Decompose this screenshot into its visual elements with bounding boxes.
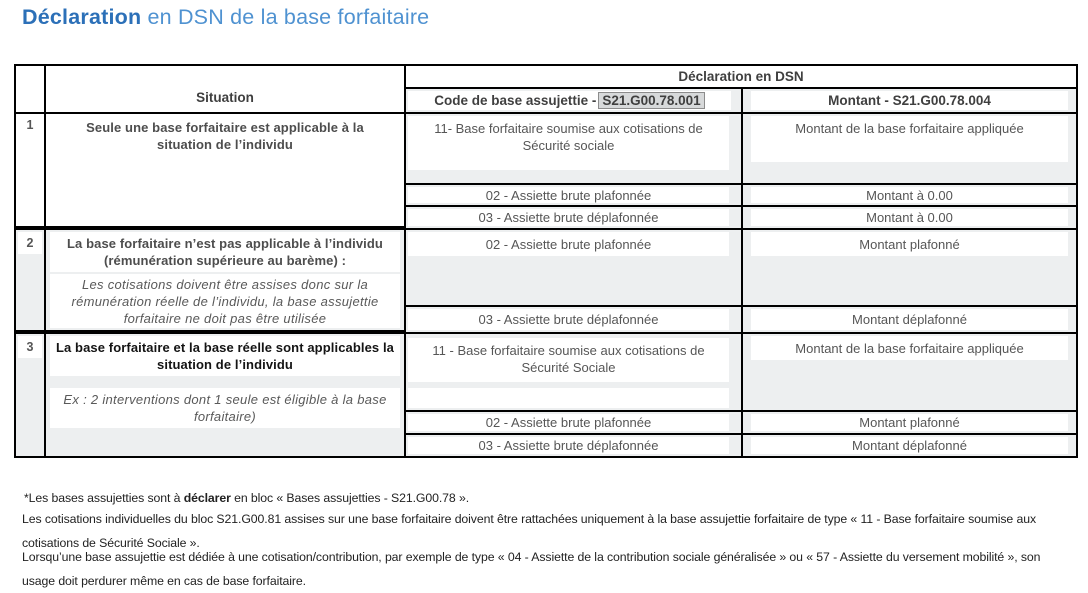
row2-situation-cell	[46, 230, 404, 330]
row2-code-03-box	[408, 309, 729, 330]
row1-situation-cell	[46, 114, 404, 226]
footnote-1-bold: déclarer	[183, 491, 231, 505]
row1-montant-03-box	[751, 209, 1068, 226]
row1-code-02-cell	[406, 185, 741, 205]
montant-item: Montant déplafonné	[852, 438, 967, 453]
code-item: 02 - Assiette brute plafonnée	[485, 236, 652, 252]
situation-text: La base forfaitaire et la base réelle sont applicables la situation de l’individu	[55, 340, 395, 372]
row3-code-main-box	[408, 338, 729, 382]
row3-code-02-box	[408, 414, 729, 431]
row-number: 3	[26, 340, 34, 354]
row2-number-cell	[16, 230, 44, 330]
page-title-lead: Déclaration	[22, 5, 142, 29]
row1-montant-02-box	[751, 187, 1068, 203]
row-number: 2	[26, 236, 34, 250]
code-item: 03 - Assiette brute déplafonnée	[478, 210, 659, 225]
row3-montant-main-cell	[743, 334, 1076, 410]
header-code-box	[408, 91, 731, 110]
row1-montant-main-box	[751, 116, 1068, 162]
row2-montant-03-cell	[743, 307, 1076, 332]
header-corner-cell	[16, 66, 44, 112]
row2-situation-note-box	[50, 274, 400, 328]
montant-item: Montant déplafonné	[852, 312, 967, 327]
code-ref-field[interactable]: S21.G00.78.001	[598, 92, 704, 109]
row1-montant-main-cell	[743, 114, 1076, 183]
code-item: 03 - Assiette brute déplafonnée	[478, 438, 659, 453]
code-item: 11- Base forfaitaire soumise aux cotisations de Sécurité sociale	[434, 121, 703, 153]
code-item: 02 - Assiette brute plafonnée	[485, 187, 652, 203]
row3-montant-02-box	[751, 414, 1068, 431]
header-dsn-group-label: Déclaration en DSN	[678, 69, 804, 84]
row1-montant-02-cell	[743, 185, 1076, 205]
row3-code-empty-box	[408, 388, 729, 408]
row3-code-main-cell	[406, 334, 741, 410]
row1-number-cell	[16, 114, 44, 226]
header-montant-label: Montant - S21.G00.78.004	[828, 93, 991, 108]
montant-item: Montant à 0.00	[866, 210, 953, 225]
footnote-3: Lorsqu’une base assujettie est dédiée à une cotisation/contribution, par exemple de type « 04 - Assiette de la contribution sociale généralisée » ou « 57 - Assiette du versement mobilité », son usage doit perdurer même en cas de base forfaitaire.	[22, 550, 1041, 588]
row2-code-02-box	[408, 232, 729, 256]
row1-code-main-cell	[406, 114, 741, 183]
row3-number-cell	[16, 334, 44, 456]
montant-item: Montant à 0.00	[866, 187, 953, 203]
row3-code-02-cell	[406, 412, 741, 433]
row2-montant-02-box	[751, 232, 1068, 256]
montant-item: Montant plafonné	[859, 415, 960, 430]
montant-item: Montant de la base forfaitaire appliquée	[795, 121, 1024, 136]
situation-note: Les cotisations doivent être assises donc sur la rémunération réelle de l’individu, la base assujettie forfaitaire ne doit pas être utilisée	[71, 277, 379, 326]
row3-montant-03-cell	[743, 435, 1076, 456]
row2-code-02-cell	[406, 230, 741, 305]
row1-code-03-box	[408, 209, 729, 226]
row1-code-02-box	[408, 187, 729, 203]
row2-number-box	[18, 232, 42, 254]
header-dsn-group-cell	[406, 66, 1076, 87]
row3-situation-bold-box	[50, 336, 400, 376]
dsn-table	[14, 64, 1078, 458]
row3-situation-cell	[46, 334, 404, 456]
situation-text: La base forfaitaire n’est pas applicable à l’individu (rémunération supérieure au barème) :	[67, 236, 383, 268]
row1-code-main-box	[408, 116, 729, 170]
code-item: 11 - Base forfaitaire soumise aux cotisations de Sécurité Sociale	[432, 343, 705, 375]
row3-montant-02-cell	[743, 412, 1076, 433]
row-number: 1	[26, 118, 34, 132]
page-title	[22, 5, 429, 30]
row3-montant-03-box	[751, 437, 1068, 454]
row1-montant-03-cell	[743, 207, 1076, 228]
footnote-2: Les cotisations individuelles du bloc S21.G00.81 assises sur une base forfaitaire doivent être rattachées uniquement à la base assujettie forfaitaire de type « 11 - Base forfaitaire soumise aux cotisations de Sécurité Sociale ».	[22, 512, 1037, 550]
row3-situation-note-box	[50, 388, 400, 428]
header-code-label: Code de base assujettie -	[434, 93, 597, 108]
header-montant-box	[751, 91, 1068, 110]
montant-item: Montant de la base forfaitaire appliquée	[795, 340, 1024, 356]
row2-situation-bold-box	[50, 232, 400, 272]
situation-text: Seule une base forfaitaire est applicable à la situation de l’individu	[86, 120, 364, 152]
montant-item: Montant plafonné	[859, 236, 960, 252]
page-title-rest: en DSN de la base forfaitaire	[141, 5, 430, 29]
footnote-1-pre: *Les bases assujetties sont à	[24, 491, 184, 505]
row3-montant-main-box	[751, 336, 1068, 360]
code-item: 03 - Assiette brute déplafonnée	[478, 312, 659, 327]
row3-code-03-cell	[406, 435, 741, 456]
row2-code-03-cell	[406, 307, 741, 332]
row3-code-03-box	[408, 437, 729, 454]
situation-note: Ex : 2 interventions dont 1 seule est éligible à la base forfaitaire)	[63, 392, 387, 424]
header-code-cell	[406, 89, 741, 112]
footnote-1-post: en bloc « Bases assujetties - S21.G00.78 ».	[230, 491, 470, 505]
code-item: 02 - Assiette brute plafonnée	[485, 415, 652, 430]
row2-montant-02-cell	[743, 230, 1076, 305]
header-situation-cell	[46, 66, 404, 112]
row3-number-box	[18, 336, 42, 358]
row2-montant-03-box	[751, 309, 1068, 330]
row1-code-03-cell	[406, 207, 741, 228]
header-montant-cell	[743, 89, 1076, 112]
header-situation-label: Situation	[196, 90, 254, 105]
